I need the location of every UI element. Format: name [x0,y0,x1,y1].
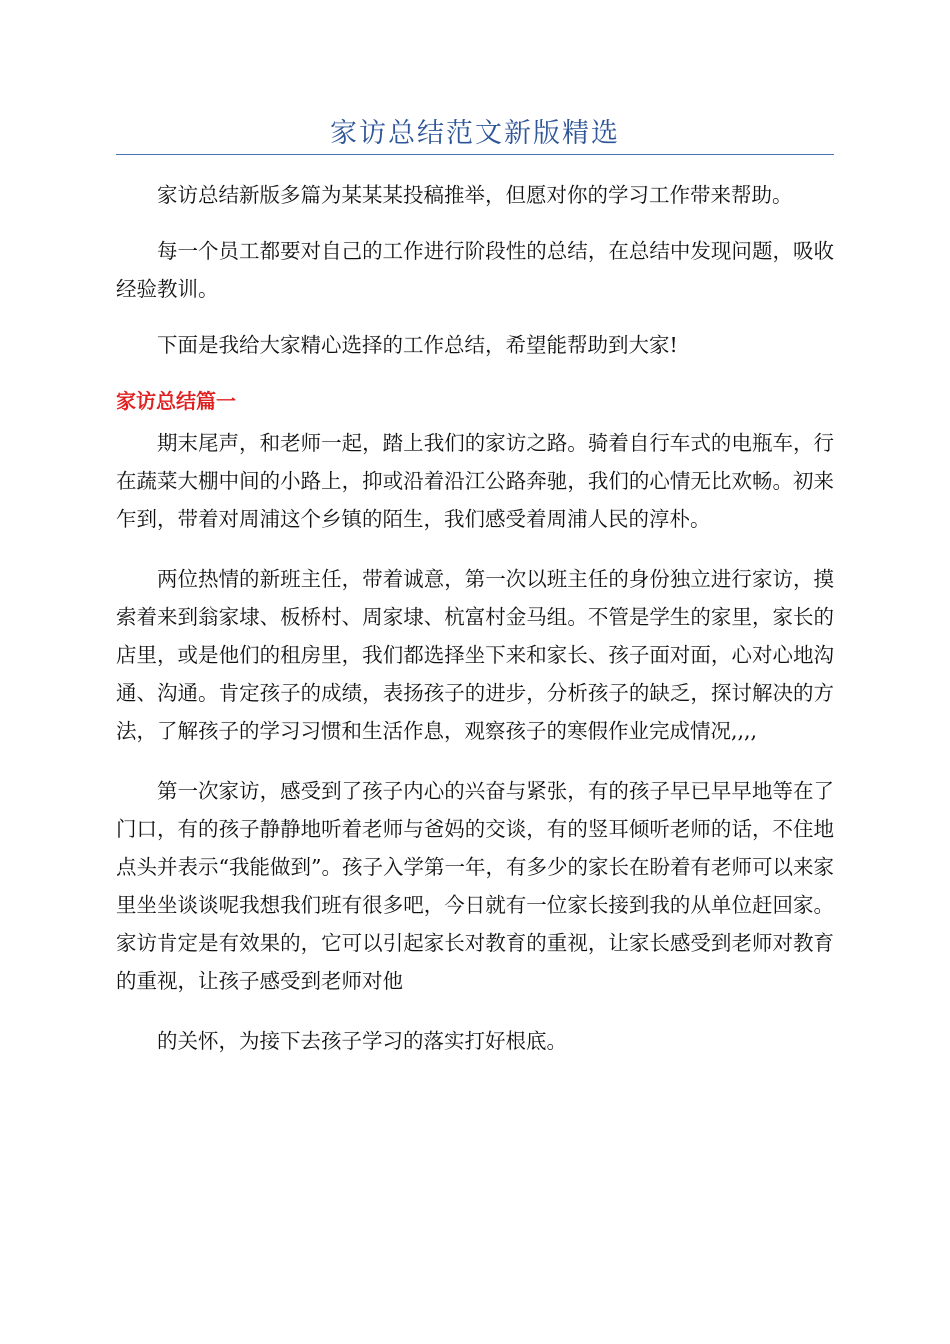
intro-paragraph-1: 家访总结新版多篇为某某某投稿推举，但愿对你的学习工作带来帮助。 [157,183,793,207]
document-body [116,176,834,1082]
intro-paragraph-2: 每一个员工都要对自己的工作进行阶段性的总结，在总结中发现问题，吸收经验教训。 [116,239,834,301]
intro-paragraph-3: 下面是我给大家精心选择的工作总结，希望能帮助到大家! [157,333,678,357]
title-underline [116,154,834,155]
document-title: 家访总结范文新版精选 [330,118,620,149]
section-heading: 家访总结篇一 [116,389,236,413]
body-paragraph-3: 第一次家访，感受到了孩子内心的兴奋与紧张，有的孩子早已早早地等在了门口，有的孩子静静地听着老师与爸妈的交谈，有的竖耳倾听老师的话，不住地点头并表示“我能做到”。孩子入学第一年，有多少的家长在盼着有老师可以来家里坐坐谈谈呢我想我们班有很多吧，今日就有一位家长接到我的从单位赶回家。家访肯定是有效果的，它可以引起家长对教育的重视，让家长感受到老师对教育的重视，让孩子感受到老师对他 [116,779,834,993]
body-paragraph-4: 的关怀，为接下去孩子学习的落实打好根底。 [157,1029,567,1053]
body-paragraph-2: 两位热情的新班主任，带着诚意，第一次以班主任的身份独立进行家访，摸索着来到翁家埭、板桥村、周家埭、杭富村金马组。不管是学生的家里，家长的店里，或是他们的租房里，我们都选择坐下来和家长、孩子面对面，心对心地沟通、沟通。肯定孩子的成绩，表扬孩子的进步，分析孩子的缺乏，探讨解决的方法，了解孩子的学习习惯和生活作息，观察孩子的寒假作业完成情况,,,, [116,567,834,743]
body-paragraph-1: 期末尾声，和老师一起，踏上我们的家访之路。骑着自行车式的电瓶车，行在蔬菜大棚中间的小路上，抑或沿着沿江公路奔驰，我们的心情无比欢畅。初来乍到，带着对周浦这个乡镇的陌生，我们感受着周浦人民的淳朴。 [116,431,834,531]
